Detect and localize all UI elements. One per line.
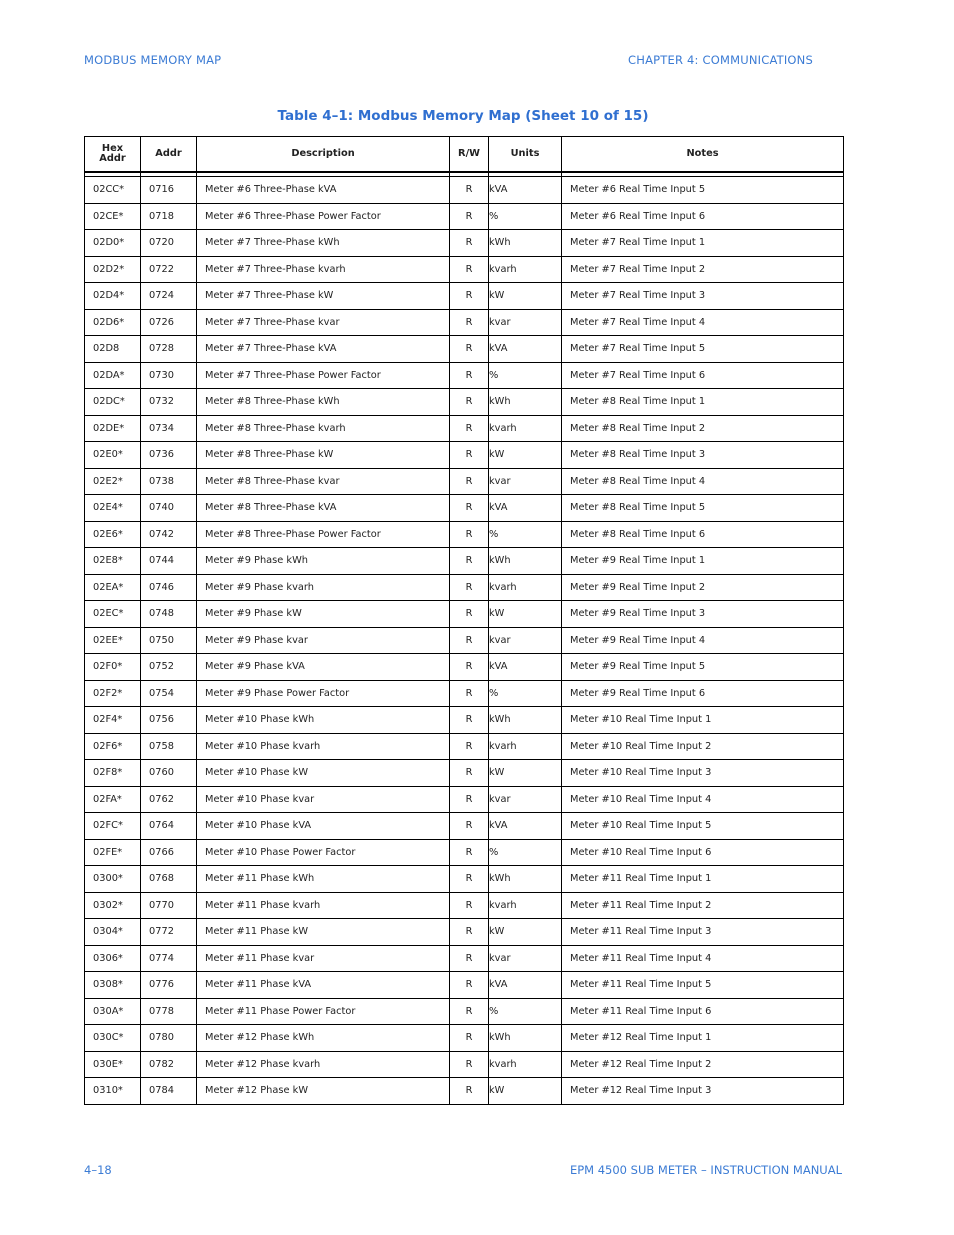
addr-cell: 0750: [141, 627, 197, 654]
column-header-description: Description: [197, 137, 450, 173]
units-cell: %: [489, 680, 562, 707]
rw-cell: R: [450, 998, 489, 1025]
units-cell: kvar: [489, 309, 562, 336]
table-row: [85, 839, 844, 866]
page-number: 4–18: [84, 1163, 112, 1177]
rw-cell: R: [450, 601, 489, 628]
addr-cell: 0722: [141, 256, 197, 283]
notes-cell: Meter #7 Real Time Input 5: [562, 336, 844, 363]
running-header-section: MODBUS MEMORY MAP: [84, 53, 222, 67]
rw-cell: R: [450, 548, 489, 575]
notes-cell: Meter #9 Real Time Input 1: [562, 548, 844, 575]
units-cell: kVA: [489, 654, 562, 681]
description-cell: Meter #11 Phase kW: [197, 919, 450, 946]
hex-addr-cell: 0300*: [85, 866, 141, 893]
addr-cell: 0726: [141, 309, 197, 336]
units-cell: %: [489, 521, 562, 548]
units-cell: kW: [489, 760, 562, 787]
units-cell: kW: [489, 1078, 562, 1105]
table-header-row: [85, 137, 844, 173]
addr-cell: 0748: [141, 601, 197, 628]
column-header-hex-line2: Addr: [99, 153, 126, 164]
hex-addr-cell: 02D4*: [85, 283, 141, 310]
table-row: [85, 203, 844, 230]
addr-cell: 0782: [141, 1051, 197, 1078]
table-row: [85, 283, 844, 310]
hex-addr-cell: 02CE*: [85, 203, 141, 230]
hex-addr-cell: 02E0*: [85, 442, 141, 469]
column-header-hex-addr: [85, 137, 141, 173]
table-row: [85, 1051, 844, 1078]
addr-cell: 0744: [141, 548, 197, 575]
rw-cell: R: [450, 203, 489, 230]
column-header-units: Units: [489, 137, 562, 173]
description-cell: Meter #11 Phase kWh: [197, 866, 450, 893]
rw-cell: R: [450, 468, 489, 495]
units-cell: kVA: [489, 972, 562, 999]
description-cell: Meter #7 Three-Phase kVA: [197, 336, 450, 363]
description-cell: Meter #11 Phase Power Factor: [197, 998, 450, 1025]
table-row: [85, 866, 844, 893]
description-cell: Meter #9 Phase kvarh: [197, 574, 450, 601]
description-cell: Meter #7 Three-Phase Power Factor: [197, 362, 450, 389]
table-row: [85, 1078, 844, 1105]
notes-cell: Meter #7 Real Time Input 1: [562, 230, 844, 257]
addr-cell: 0776: [141, 972, 197, 999]
hex-addr-cell: 02D2*: [85, 256, 141, 283]
units-cell: kWh: [489, 389, 562, 416]
rw-cell: R: [450, 177, 489, 204]
hex-addr-cell: 02D6*: [85, 309, 141, 336]
table-row: [85, 998, 844, 1025]
rw-cell: R: [450, 256, 489, 283]
description-cell: Meter #10 Phase Power Factor: [197, 839, 450, 866]
notes-cell: Meter #7 Real Time Input 2: [562, 256, 844, 283]
rw-cell: R: [450, 627, 489, 654]
hex-addr-cell: 02E2*: [85, 468, 141, 495]
addr-cell: 0774: [141, 945, 197, 972]
table-row: [85, 813, 844, 840]
table-row: [85, 309, 844, 336]
description-cell: Meter #6 Three-Phase kVA: [197, 177, 450, 204]
units-cell: kWh: [489, 1025, 562, 1052]
units-cell: kvarh: [489, 1051, 562, 1078]
description-cell: Meter #11 Phase kvarh: [197, 892, 450, 919]
units-cell: kW: [489, 919, 562, 946]
notes-cell: Meter #11 Real Time Input 4: [562, 945, 844, 972]
description-cell: Meter #8 Three-Phase Power Factor: [197, 521, 450, 548]
rw-cell: R: [450, 919, 489, 946]
hex-addr-cell: 02F0*: [85, 654, 141, 681]
hex-addr-cell: 030A*: [85, 998, 141, 1025]
notes-cell: Meter #8 Real Time Input 6: [562, 521, 844, 548]
description-cell: Meter #7 Three-Phase kvar: [197, 309, 450, 336]
rw-cell: R: [450, 760, 489, 787]
notes-cell: Meter #8 Real Time Input 2: [562, 415, 844, 442]
units-cell: kWh: [489, 230, 562, 257]
table-row: [85, 760, 844, 787]
rw-cell: R: [450, 495, 489, 522]
notes-cell: Meter #7 Real Time Input 6: [562, 362, 844, 389]
running-header-chapter: CHAPTER 4: COMMUNICATIONS: [628, 53, 813, 67]
rw-cell: R: [450, 839, 489, 866]
notes-cell: Meter #11 Real Time Input 6: [562, 998, 844, 1025]
hex-addr-cell: 0308*: [85, 972, 141, 999]
hex-addr-cell: 02D8: [85, 336, 141, 363]
units-cell: kvar: [489, 627, 562, 654]
rw-cell: R: [450, 813, 489, 840]
description-cell: Meter #8 Three-Phase kW: [197, 442, 450, 469]
rw-cell: R: [450, 442, 489, 469]
notes-cell: Meter #11 Real Time Input 2: [562, 892, 844, 919]
description-cell: Meter #8 Three-Phase kVA: [197, 495, 450, 522]
hex-addr-cell: 02F2*: [85, 680, 141, 707]
description-cell: Meter #10 Phase kWh: [197, 707, 450, 734]
table-row: [85, 654, 844, 681]
table-row: [85, 521, 844, 548]
rw-cell: R: [450, 972, 489, 999]
notes-cell: Meter #10 Real Time Input 5: [562, 813, 844, 840]
notes-cell: Meter #10 Real Time Input 4: [562, 786, 844, 813]
description-cell: Meter #12 Phase kWh: [197, 1025, 450, 1052]
notes-cell: Meter #7 Real Time Input 3: [562, 283, 844, 310]
table-row: [85, 680, 844, 707]
hex-addr-cell: 0310*: [85, 1078, 141, 1105]
hex-addr-cell: 02CC*: [85, 177, 141, 204]
hex-addr-cell: 02D0*: [85, 230, 141, 257]
notes-cell: Meter #12 Real Time Input 2: [562, 1051, 844, 1078]
table-row: [85, 256, 844, 283]
rw-cell: R: [450, 892, 489, 919]
notes-cell: Meter #6 Real Time Input 6: [562, 203, 844, 230]
description-cell: Meter #10 Phase kVA: [197, 813, 450, 840]
addr-cell: 0770: [141, 892, 197, 919]
description-cell: Meter #9 Phase kW: [197, 601, 450, 628]
table-row: [85, 389, 844, 416]
hex-addr-cell: 02F6*: [85, 733, 141, 760]
hex-addr-cell: 030E*: [85, 1051, 141, 1078]
units-cell: %: [489, 998, 562, 1025]
rw-cell: R: [450, 362, 489, 389]
notes-cell: Meter #9 Real Time Input 6: [562, 680, 844, 707]
description-cell: Meter #7 Three-Phase kW: [197, 283, 450, 310]
hex-addr-cell: 02E6*: [85, 521, 141, 548]
addr-cell: 0772: [141, 919, 197, 946]
table-row: [85, 972, 844, 999]
addr-cell: 0784: [141, 1078, 197, 1105]
rw-cell: R: [450, 733, 489, 760]
units-cell: kvar: [489, 786, 562, 813]
hex-addr-cell: 02EE*: [85, 627, 141, 654]
units-cell: kVA: [489, 813, 562, 840]
hex-addr-cell: 02FA*: [85, 786, 141, 813]
description-cell: Meter #10 Phase kvarh: [197, 733, 450, 760]
column-header-addr: Addr: [141, 137, 197, 173]
notes-cell: Meter #12 Real Time Input 1: [562, 1025, 844, 1052]
description-cell: Meter #10 Phase kvar: [197, 786, 450, 813]
notes-cell: Meter #8 Real Time Input 4: [562, 468, 844, 495]
addr-cell: 0762: [141, 786, 197, 813]
hex-addr-cell: 02DE*: [85, 415, 141, 442]
units-cell: kvarh: [489, 415, 562, 442]
description-cell: Meter #9 Phase kVA: [197, 654, 450, 681]
hex-addr-cell: 02FE*: [85, 839, 141, 866]
table-row: [85, 442, 844, 469]
table-row: [85, 177, 844, 204]
hex-addr-cell: 02DA*: [85, 362, 141, 389]
rw-cell: R: [450, 1051, 489, 1078]
units-cell: %: [489, 203, 562, 230]
addr-cell: 0780: [141, 1025, 197, 1052]
addr-cell: 0778: [141, 998, 197, 1025]
addr-cell: 0724: [141, 283, 197, 310]
units-cell: kvarh: [489, 574, 562, 601]
rw-cell: R: [450, 415, 489, 442]
description-cell: Meter #8 Three-Phase kvarh: [197, 415, 450, 442]
table-row: [85, 468, 844, 495]
units-cell: kW: [489, 442, 562, 469]
units-cell: kvar: [489, 468, 562, 495]
units-cell: kW: [489, 601, 562, 628]
notes-cell: Meter #8 Real Time Input 5: [562, 495, 844, 522]
addr-cell: 0728: [141, 336, 197, 363]
table-row: [85, 336, 844, 363]
description-cell: Meter #10 Phase kW: [197, 760, 450, 787]
addr-cell: 0738: [141, 468, 197, 495]
addr-cell: 0768: [141, 866, 197, 893]
notes-cell: Meter #8 Real Time Input 1: [562, 389, 844, 416]
addr-cell: 0758: [141, 733, 197, 760]
addr-cell: 0760: [141, 760, 197, 787]
rw-cell: R: [450, 680, 489, 707]
rw-cell: R: [450, 389, 489, 416]
table-row: [85, 1025, 844, 1052]
notes-cell: Meter #11 Real Time Input 1: [562, 866, 844, 893]
notes-cell: Meter #9 Real Time Input 3: [562, 601, 844, 628]
table-row: [85, 230, 844, 257]
table-row: [85, 495, 844, 522]
description-cell: Meter #11 Phase kVA: [197, 972, 450, 999]
rw-cell: R: [450, 230, 489, 257]
addr-cell: 0720: [141, 230, 197, 257]
notes-cell: Meter #10 Real Time Input 6: [562, 839, 844, 866]
addr-cell: 0766: [141, 839, 197, 866]
table-body: [85, 177, 844, 1105]
rw-cell: R: [450, 309, 489, 336]
units-cell: %: [489, 362, 562, 389]
units-cell: kWh: [489, 866, 562, 893]
notes-cell: Meter #9 Real Time Input 5: [562, 654, 844, 681]
units-cell: kVA: [489, 495, 562, 522]
units-cell: kvarh: [489, 256, 562, 283]
rw-cell: R: [450, 654, 489, 681]
rw-cell: R: [450, 707, 489, 734]
units-cell: kvarh: [489, 733, 562, 760]
table-row: [85, 627, 844, 654]
table-row: [85, 707, 844, 734]
description-cell: Meter #7 Three-Phase kvarh: [197, 256, 450, 283]
notes-cell: Meter #8 Real Time Input 3: [562, 442, 844, 469]
addr-cell: 0740: [141, 495, 197, 522]
table-row: [85, 919, 844, 946]
table-row: [85, 362, 844, 389]
notes-cell: Meter #11 Real Time Input 5: [562, 972, 844, 999]
addr-cell: 0730: [141, 362, 197, 389]
manual-title: EPM 4500 SUB METER – INSTRUCTION MANUAL: [569, 1163, 842, 1177]
rw-cell: R: [450, 283, 489, 310]
hex-addr-cell: 02E4*: [85, 495, 141, 522]
table-row: [85, 892, 844, 919]
table-row: [85, 601, 844, 628]
addr-cell: 0736: [141, 442, 197, 469]
addr-cell: 0716: [141, 177, 197, 204]
rw-cell: R: [450, 1078, 489, 1105]
hex-addr-cell: 0304*: [85, 919, 141, 946]
hex-addr-cell: 02FC*: [85, 813, 141, 840]
hex-addr-cell: 02EA*: [85, 574, 141, 601]
addr-cell: 0764: [141, 813, 197, 840]
units-cell: kvarh: [489, 892, 562, 919]
addr-cell: 0746: [141, 574, 197, 601]
rw-cell: R: [450, 866, 489, 893]
table-row: [85, 786, 844, 813]
hex-addr-cell: 02F4*: [85, 707, 141, 734]
description-cell: Meter #8 Three-Phase kWh: [197, 389, 450, 416]
rw-cell: R: [450, 574, 489, 601]
modbus-memory-map-table: [84, 136, 844, 1105]
units-cell: kvar: [489, 945, 562, 972]
description-cell: Meter #7 Three-Phase kWh: [197, 230, 450, 257]
hex-addr-cell: 02E8*: [85, 548, 141, 575]
notes-cell: Meter #10 Real Time Input 1: [562, 707, 844, 734]
description-cell: Meter #11 Phase kvar: [197, 945, 450, 972]
addr-cell: 0742: [141, 521, 197, 548]
notes-cell: Meter #9 Real Time Input 4: [562, 627, 844, 654]
addr-cell: 0752: [141, 654, 197, 681]
description-cell: Meter #9 Phase kvar: [197, 627, 450, 654]
rw-cell: R: [450, 786, 489, 813]
description-cell: Meter #6 Three-Phase Power Factor: [197, 203, 450, 230]
column-header-hex-line1: Hex: [101, 143, 124, 154]
description-cell: Meter #8 Three-Phase kvar: [197, 468, 450, 495]
notes-cell: Meter #10 Real Time Input 2: [562, 733, 844, 760]
rw-cell: R: [450, 521, 489, 548]
table-row: [85, 574, 844, 601]
notes-cell: Meter #6 Real Time Input 5: [562, 177, 844, 204]
rw-cell: R: [450, 945, 489, 972]
rw-cell: R: [450, 1025, 489, 1052]
notes-cell: Meter #11 Real Time Input 3: [562, 919, 844, 946]
hex-addr-cell: 02DC*: [85, 389, 141, 416]
addr-cell: 0754: [141, 680, 197, 707]
column-header-notes: Notes: [562, 137, 844, 173]
addr-cell: 0756: [141, 707, 197, 734]
table-row: [85, 548, 844, 575]
units-cell: %: [489, 839, 562, 866]
hex-addr-cell: 02F8*: [85, 760, 141, 787]
table-row: [85, 733, 844, 760]
hex-addr-cell: 0306*: [85, 945, 141, 972]
units-cell: kVA: [489, 336, 562, 363]
units-cell: kWh: [489, 548, 562, 575]
description-cell: Meter #12 Phase kW: [197, 1078, 450, 1105]
addr-cell: 0732: [141, 389, 197, 416]
description-cell: Meter #9 Phase Power Factor: [197, 680, 450, 707]
notes-cell: Meter #12 Real Time Input 3: [562, 1078, 844, 1105]
notes-cell: Meter #9 Real Time Input 2: [562, 574, 844, 601]
table-row: [85, 415, 844, 442]
notes-cell: Meter #10 Real Time Input 3: [562, 760, 844, 787]
table-row: [85, 945, 844, 972]
column-header-rw: R/W: [450, 137, 489, 173]
addr-cell: 0718: [141, 203, 197, 230]
units-cell: kWh: [489, 707, 562, 734]
hex-addr-cell: 02EC*: [85, 601, 141, 628]
units-cell: kVA: [489, 177, 562, 204]
notes-cell: Meter #7 Real Time Input 4: [562, 309, 844, 336]
description-cell: Meter #9 Phase kWh: [197, 548, 450, 575]
hex-addr-cell: 030C*: [85, 1025, 141, 1052]
rw-cell: R: [450, 336, 489, 363]
addr-cell: 0734: [141, 415, 197, 442]
table-title: Table 4–1: Modbus Memory Map (Sheet 10 of 15): [277, 108, 649, 124]
units-cell: kW: [489, 283, 562, 310]
description-cell: Meter #12 Phase kvarh: [197, 1051, 450, 1078]
hex-addr-cell: 0302*: [85, 892, 141, 919]
